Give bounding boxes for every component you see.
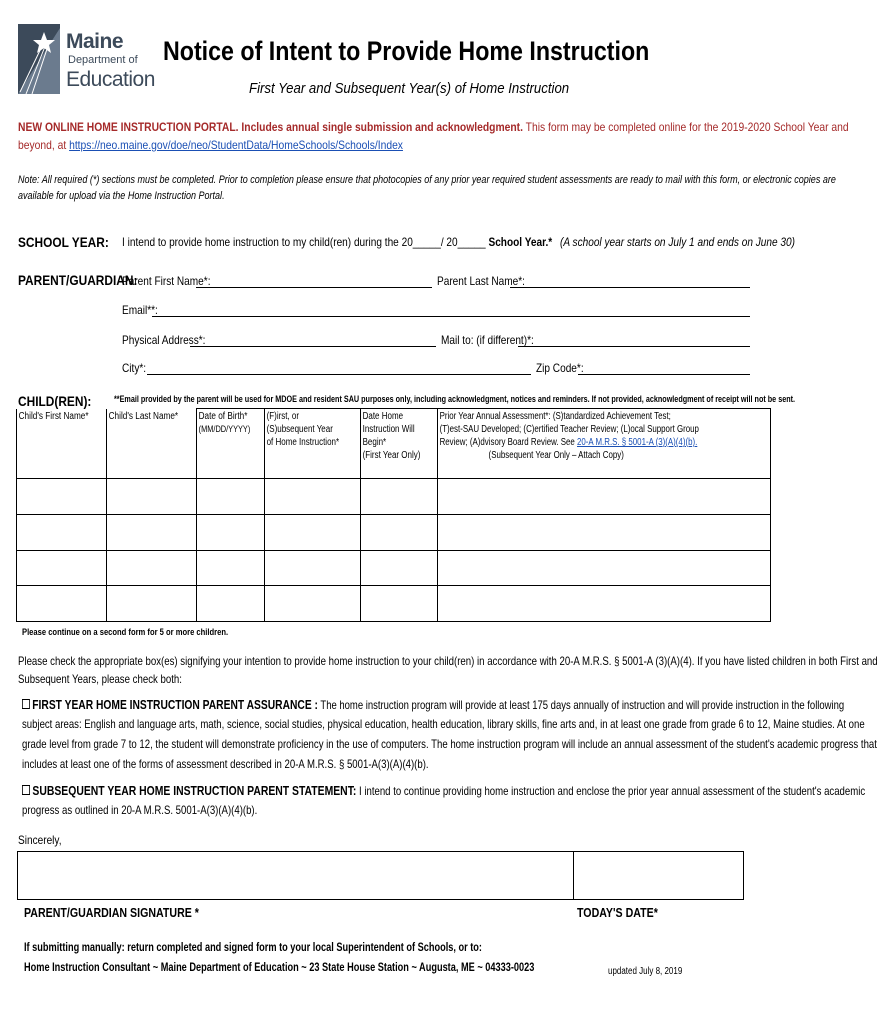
first-year-text-1: The home instruction program will provide at least 175 days annually of instruction and will provide instruction in the following xyxy=(317,698,845,712)
note-line-1: Note: All required (*) sections must be completed. Prior to completion please ensure that photocopies of any prior year required student assessments are ready to mail with this form, or electronic copies are xyxy=(18,174,836,186)
todays-date-label: TODAY'S DATE* xyxy=(577,906,658,920)
school-year-bold: School Year.* xyxy=(488,235,553,249)
logo-line-education: Education xyxy=(66,68,155,91)
first-year-line-2: subject areas: English and language arts, math, science, social studies, physical education, health education, library skills, fine arts and, in at least one grade from grade 6 to 12, Maine studies. At one xyxy=(22,717,865,731)
city-label: City*: xyxy=(122,361,147,375)
footer-line-2: Home Instruction Consultant ~ Maine Department of Education ~ 23 State House Station ~ Augusta, ME ~ 04333-0023 xyxy=(24,962,535,974)
first-year-heading: FIRST YEAR HOME INSTRUCTION PARENT ASSURANCE : xyxy=(32,697,318,712)
first-year-line-1 xyxy=(22,697,844,712)
portal-url-line xyxy=(18,138,403,152)
header-date-of-birth: Date of Birth* (MM/DD/YYYY) xyxy=(197,409,265,479)
physical-address-label: Physical Address*: xyxy=(122,333,206,347)
page-title: Notice of Intent to Provide Home Instruction xyxy=(163,36,650,66)
parent-first-name-label: Parent First Name*: xyxy=(122,274,211,288)
portal-text: This form may be completed online for the 2019-2020 School Year and xyxy=(522,120,849,134)
first-year-line-3: grade level from grade 7 to 12, the student will demonstrate proficiency in the use of computers. The home instruction program will include an annual assessment of the student's academic progress that xyxy=(22,737,877,751)
subsequent-year-line-2: progress as outlined in 20-A M.R.S. 5001-A(3)(A)(4)(b). xyxy=(22,803,258,817)
school-year-label: SCHOOL YEAR: xyxy=(18,234,109,250)
date-box[interactable] xyxy=(573,851,744,900)
email-usage-note: **Email provided by the parent will be used for MDOE and resident SAU purposes only, including acknowledgment, notices and reminders. If not provided, acknowledgment of receipt will not be sent. xyxy=(114,394,796,405)
subsequent-year-heading: SUBSEQUENT YEAR HOME INSTRUCTION PARENT STATEMENT: xyxy=(32,783,357,798)
school-year-hint: (A school year starts on July 1 and ends on June 30) xyxy=(560,235,795,249)
child-row-4[interactable] xyxy=(17,586,771,622)
continue-note: Please continue on a second form for 5 or more children. xyxy=(22,627,229,638)
children-label: CHILD(REN): xyxy=(18,393,92,409)
subsequent-year-checkbox[interactable] xyxy=(22,785,30,795)
footer-line-1: If submitting manually: return completed and signed form to your local Superintendent of Schools, or to: xyxy=(24,942,482,954)
updated-date: updated July 8, 2019 xyxy=(608,966,683,977)
subsequent-year-line-1 xyxy=(22,783,865,798)
portal-notice xyxy=(18,120,849,134)
mail-to-label: Mail to: (if different)*: xyxy=(441,333,534,347)
email-label: Email**: xyxy=(122,303,158,317)
assessment-statute-link[interactable]: 20-A M.R.S. § 5001-A (3)(A)(4)(b). xyxy=(576,437,698,448)
mail-to-field[interactable] xyxy=(518,346,750,347)
child-row-2[interactable] xyxy=(17,515,771,551)
school-year-row xyxy=(122,235,795,249)
parent-guardian-label: PARENT/GUARDIAN: xyxy=(18,272,138,288)
city-field[interactable] xyxy=(147,374,531,375)
zip-code-label: Zip Code*: xyxy=(536,361,584,375)
child-row-1[interactable] xyxy=(17,479,771,515)
first-year-checkbox[interactable] xyxy=(22,699,30,709)
header-prior-assessment: Prior Year Annual Assessment*: (S)tandardized Achievement Test; (T)est-SAU Developed; (C)ertified Teacher Review; (L)ocal Support Group Review; (A)dvisory Board Review. See 20-A M.R.S. § 5001-A (3)(A)(4)(b). (Subsequent Year Only – Attach Copy) xyxy=(437,409,770,479)
note-line-2: available for upload via the Home Instruction Portal. xyxy=(18,190,225,202)
email-field[interactable] xyxy=(152,316,750,317)
first-year-line-4: includes at least one of the forms of assessment described in 20-A M.R.S. § 5001-A(3)(A)(4)(b). xyxy=(22,757,429,771)
children-table-header xyxy=(17,409,771,479)
signature-label: PARENT/GUARDIAN SIGNATURE * xyxy=(24,906,199,920)
check-intro-line-2: Subsequent Years, please check both: xyxy=(18,672,182,686)
logo-star-icon xyxy=(14,22,64,96)
logo-line-maine: Maine xyxy=(66,30,124,53)
logo-line-department: Department of xyxy=(68,54,138,66)
maine-doe-logo xyxy=(14,22,155,96)
portal-url-link[interactable]: https://neo.maine.gov/doe/neo/StudentData/HomeSchools/Schools/Index xyxy=(69,138,403,152)
zip-code-field[interactable] xyxy=(578,374,750,375)
school-year-text[interactable]: I intend to provide home instruction to my child(ren) during the 20_____/ 20_____ xyxy=(122,235,486,249)
header-child-first-name: Child's First Name* xyxy=(17,409,107,479)
parent-last-name-field[interactable] xyxy=(510,287,750,288)
header-child-last-name: Child's Last Name* xyxy=(107,409,197,479)
page-subtitle: First Year and Subsequent Year(s) of Home Instruction xyxy=(249,80,570,97)
header-date-begin: Date Home Instruction Will Begin* (First Year Only) xyxy=(360,409,437,479)
header-first-or-subsequent: (F)irst, or (S)ubsequent Year of Home Instruction* xyxy=(265,409,361,479)
parent-first-name-field[interactable] xyxy=(196,287,432,288)
parent-last-name-label: Parent Last Name*: xyxy=(437,274,525,288)
check-intro-line-1: Please check the appropriate box(es) signifying your intention to provide home instruction to your child(ren) in accordance with 20-A M.R.S. § 5001-A (3)(A)(4). If you have listed children in both First and xyxy=(18,654,878,668)
subsequent-year-text-1: I intend to continue providing home instruction and enclose the prior year annual assessment of the student's academic xyxy=(356,784,866,798)
portal-bold: NEW ONLINE HOME INSTRUCTION PORTAL. Includes annual single submission and acknowledgment. xyxy=(18,120,523,134)
signature-box[interactable] xyxy=(17,851,574,900)
portal-prefix: beyond, at xyxy=(18,138,70,152)
child-row-3[interactable] xyxy=(17,551,771,586)
physical-address-field[interactable] xyxy=(190,346,436,347)
children-table xyxy=(16,408,771,622)
sincerely-text: Sincerely, xyxy=(18,833,62,847)
